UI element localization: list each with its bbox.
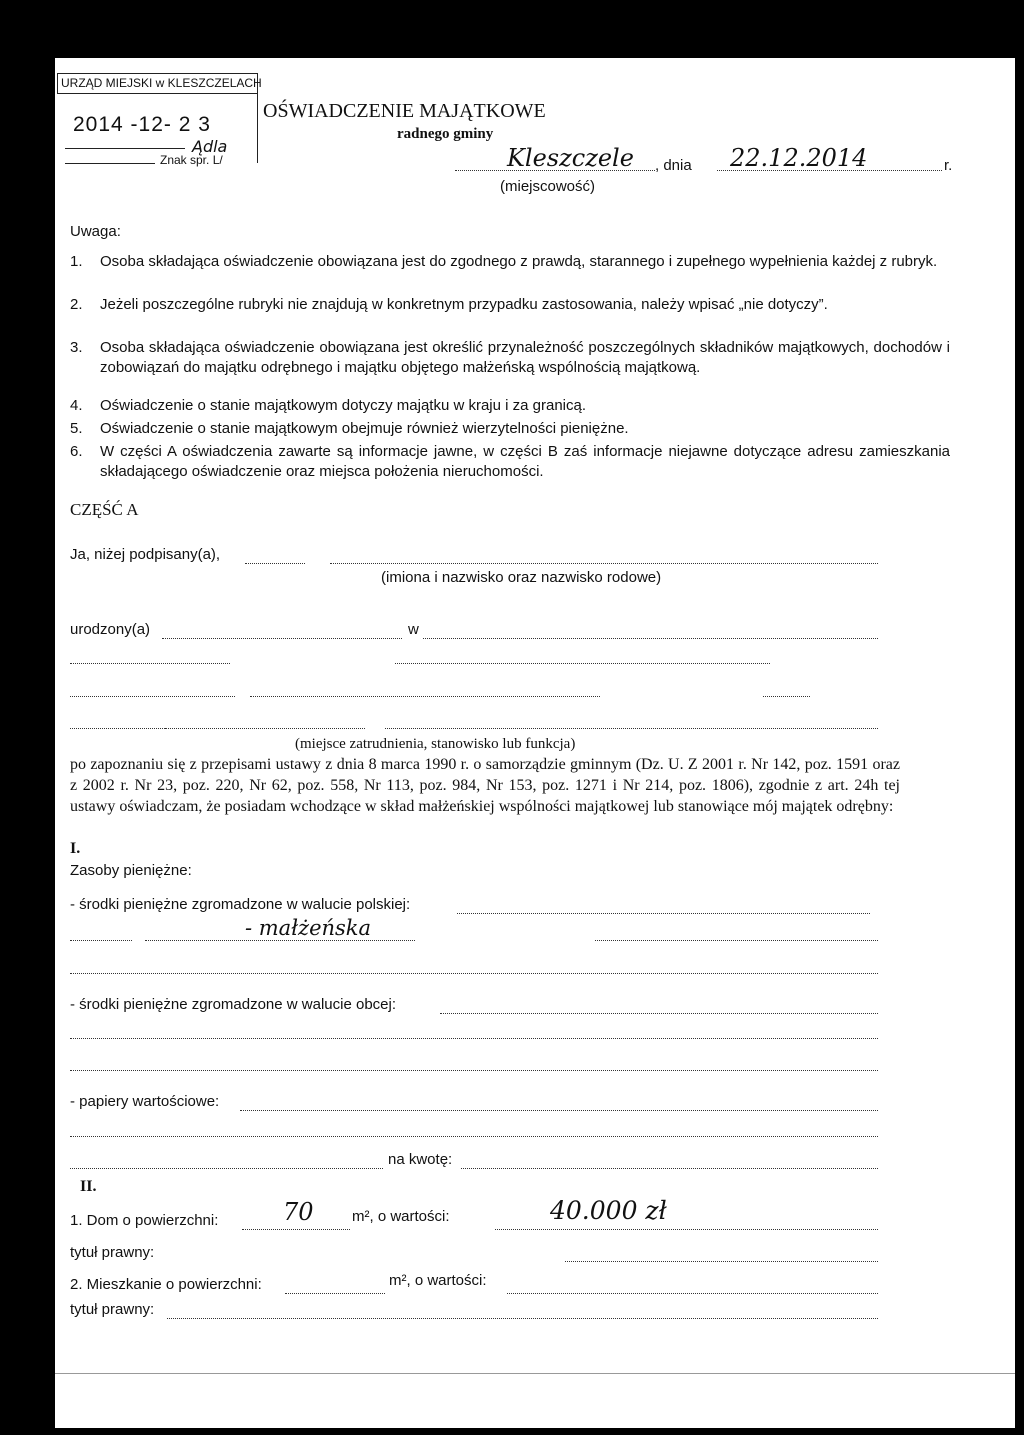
place-value: Kleszczele [507,144,634,172]
signed-label: Ja, niżej podpisany(a), [70,546,221,563]
flat-area-label: 2. Mieszkanie o powierzchni: [70,1276,262,1293]
section-2-number: II. [80,1178,97,1195]
house-area-value: 70 [283,1198,314,1226]
employment-caption: (miejsce zatrudnienia, stanowisko lub funkcja) [295,736,576,752]
flat-value-label: m², o wartości: [389,1272,487,1289]
house-area-label: 1. Dom o powierzchni: [70,1212,219,1229]
born-label: urodzony(a) [70,621,151,638]
stamp-sign-label: Znak spr. L/ [160,153,223,167]
stamp-signature: Ądla [192,137,228,156]
place-caption: (miejscowość) [500,178,596,195]
stamp-date: 2014 -12- 2 3 [73,113,211,136]
document-subtitle: radnego gminy [397,126,494,142]
securities-amount-label: na kwotę: [388,1151,453,1168]
legal-statement: po zapoznaniu się z przepisami ustawy z dnia 8 marca 1990 r. o samorządzie gminnym (Dz. U. Z 2001 r. Nr 142, poz. 1591 oraz z 2002 r. Nr 23, poz. 220, Nr 62, poz. 558, Nr 113, poz. 984, Nr 153, poz. 1271 i Nr 214, poz. 1806), zgodnie z art. 24h tej ustawy oświadczam, że posiadam wchodzące w skład małżeńskiej wspólności majątkowej lub stanowiące mój majątek odrębny: [70,756,900,815]
name-caption: (imiona i nazwisko oraz nazwisko rodowe) [381,569,662,586]
part-a-heading: CZĘŚĆ A [70,500,139,519]
date-prefix: , dnia [655,157,692,174]
section-1-number: I. [70,840,81,857]
document-page: URZĄD MIEJSKI w KLESZCZELACH 2014 -12- 2 3 Ądla Znak spr. L/ OŚWIADCZENIE MAJĄTKOWE radnego gminy Kleszczele , dnia 22.12.2014 r. (miejscowość) Uwaga: 1. Osoba składająca oświadczenie obowiązana jest do zgodnego z prawdą, starannego i zupełnego wypełnienia każdej z rubryk. 2. Jeżeli poszczególne rubryki nie znajdują w konkretnym przypadku zastosowania, należy wpisać „nie dotyczy”. 3. Osoba składająca oświadczenie obowiązana jest określić przynależność poszczególnych składników majątkowych, dochodów i zobowiązań do majątku odrębnego i majątku objętego małżeńską wspólnością majątkową. 4. Oświadczenie o stanie majątkowym dotyczy majątku w kraju i za granicą. 5. Oświadczenie o stanie majątkowym obejmuje również wierzytelności pieniężne. 6. W części A oświadczenia zawarte są informacje jawne, w części B zaś informacje niejawne dotyczące adresu zamieszkania składającego oświadczenie oraz miejsca położenia nieruchomości. CZĘŚĆ A Ja, niżej podpisany(a), (imiona i nazwisko oraz nazwisko rodowe) urodzony(a) w (miejsce zatrudnienia, stanowisko lub funkcja) po zapoznaniu się z przepisami ustawy z dnia 8 marca 1990 r. o samorządzie gminnym (Dz. U. Z 2001 r. Nr 142, poz. 1591 oraz z 2002 r. Nr 23, poz. 220, Nr 62, poz. 558, Nr 113, poz. 984, Nr 153, poz. 1271 i Nr 214, poz. 1806), zgodnie z art. 24h tej ustawy oświadczam, że posiadam wchodzące w skład małżeńskiej wspólności majątkowej lub stanowiące mój majątek odrębny: I. Zasoby pieniężne: - środki pieniężne zgromadzone w walucie polskiej: - małżeńska - środki pieniężne zgromadzone w walucie obcej: - papiery wartościowe: na kwotę: II. 1. Dom o powierzchni: 70 m², o wartości: 40.000 zł tytuł prawny: 2. Mieszkanie o powierzchni: m², o wartości: tytuł prawny: [55,58,1015,1428]
foreign-funds-label: - środki pieniężne zgromadzone w walucie obcej: [70,996,397,1013]
securities-label: - papiery wartościowe: [70,1093,220,1110]
section-1-title: Zasoby pieniężne: [70,862,192,879]
house-value: 40.000 zł [550,1196,667,1225]
pln-funds-label: - środki pieniężne zgromadzone w walucie polskiej: [70,896,411,913]
date-value: 22.12.2014 [730,144,868,172]
flat-title-label: tytuł prawny: [70,1301,155,1318]
born-in-label: w [408,621,419,638]
house-title-label: tytuł prawny: [70,1244,155,1261]
house-value-label: m², o wartości: [352,1208,450,1225]
registration-stamp [55,73,260,165]
scan-line [55,1373,1015,1374]
pln-funds-value: - małżeńska [245,916,372,940]
notes-heading: Uwaga: [70,223,121,240]
stamp-office: URZĄD MIEJSKI w KLESZCZELACH [61,76,262,90]
date-suffix: r. [944,157,953,174]
document-title: OŚWIADCZENIE MAJĄTKOWE [263,100,546,122]
